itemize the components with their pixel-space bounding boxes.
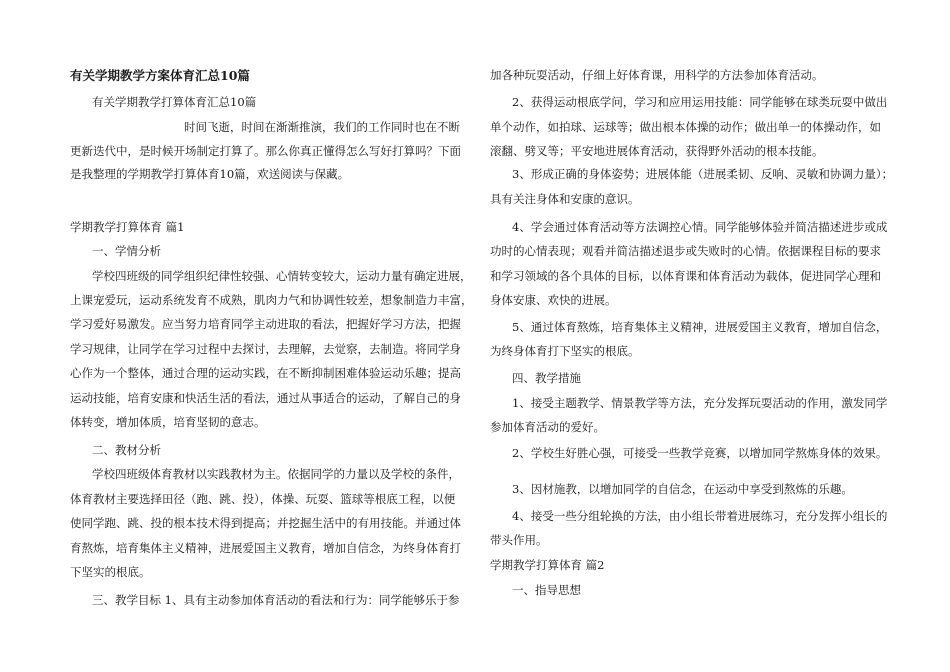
teaching-goal-line: 三、教学目标 1、具有主动参加体育活动的看法和行为：同学能够乐于参 [92, 593, 460, 607]
paragraph-line: 运动技能，培育安康和快活生活的看法，通过从事适合的运动，了解自己的身 [70, 391, 461, 405]
intro-line: 是我整理的学期教学打算体育10篇，欢送阅读与保藏。 [70, 167, 350, 181]
paragraph-line: 参加体育活动的爱好。 [490, 420, 605, 434]
paragraph-line: 带头作用。 [490, 533, 548, 547]
document-subtitle: 有关学期教学打算体育汇总10篇 [92, 95, 257, 109]
intro-line: 更新迭代中，是时候开场制定打算了。那么你真正懂得怎么写好打算吗？下面 [70, 144, 461, 158]
paragraph-line: 和学习领域的各个具体的目标，以体育课和体育活动为载体，促进同学心理和 [490, 269, 881, 283]
paragraph-line: 学习规律，让同学在学习过程中去探讨，去理解，去觉察，去制造。将同学身 [70, 342, 461, 356]
paragraph-line: 心作为一个整体，通过合理的运动实践，在不断抑制困难体验运动乐趣；提高 [70, 366, 461, 380]
document-title: 有关学期教学方案体育汇总10篇 [70, 68, 250, 83]
paragraph-line: 3、因材施教，以增加同学的自信念，在运动中享受到熬炼的乐趣。 [512, 482, 853, 496]
paragraph-line: 使同学跑、跳、投的根本技术得到提高；并挖掘生活中的有用技能。并通过体 [70, 516, 461, 530]
subheading-material-analysis: 二、教材分析 [92, 443, 161, 457]
paragraph-line: 身体安康、欢快的进展。 [490, 293, 617, 307]
paragraph-line: 2、获得运动根底学问，学习和应用运用技能：同学能够在球类玩耍中做出 [512, 95, 888, 109]
section-heading: 学期教学打算体育 篇2 [490, 558, 605, 572]
paragraph-line: 下坚实的根底。 [70, 565, 151, 579]
section-heading: 学期教学打算体育 篇1 [70, 220, 185, 234]
paragraph-line: 4、学会通过体育活动等方法调控心情。同学能够体验并简洁描述进步或成 [512, 220, 888, 234]
paragraph-line: 学校四班级的同学组织纪律性较强、心情转变较大，运动力量有确定进展， [92, 269, 472, 283]
paragraph-line: 体转变，增加体质，培育坚韧的意志。 [70, 415, 266, 429]
paragraph-line: 3、形成正确的身体姿势；进展体能（进展柔韧、反响、灵敏和协调力量）； [512, 167, 894, 181]
subheading-teaching-measures: 四、教学措施 [512, 371, 581, 385]
paragraph-line: 5、通过体育熬炼，培育集体主义精神，进展爱国主义教育，增加自信念， [512, 320, 888, 334]
paragraph-line: 学校四班级体育教材以实践教材为主。依据同学的力量以及学校的条件， [92, 467, 460, 481]
paragraph-line: 育熬炼，培育集体主义精神，进展爱国主义教育，增加自信念，为终身体育打 [70, 541, 461, 555]
paragraph-line: 2、学校生好胜心强，可接受一些教学竞赛，以增加同学熬炼身体的效果。 [512, 446, 888, 460]
paragraph-line: 功时的心情表现；观看并简洁描述退步或失败时的心情。依据课程目标的要求 [490, 244, 881, 258]
paragraph-line: 学习爱好易激发。应当努力培育同学主动进取的看法，把握好学习方法，把握 [70, 317, 461, 331]
paragraph-line: 加各种玩耍活动，仔细上好体育课，用科学的方法参加体育活动。 [490, 68, 824, 82]
intro-line: 时间飞逝，时间在渐渐推演，我们的工作同时也在不断 [184, 120, 460, 134]
paragraph-line: 4、接受一些分组轮换的方法，由小组长带着进展练习，充分发挥小组长的 [512, 509, 888, 523]
subheading-learning-analysis: 一、学情分析 [92, 244, 161, 258]
paragraph-line: 体育教材主要选择田径（跑、跳、投），体操、玩耍、篮球等根底工程，以便 [70, 492, 456, 506]
paragraph-line: 具有关注身体和安康的意识。 [490, 192, 640, 206]
paragraph-line: 上课宠爱玩，运动系统发育不成熟，肌肉力气和协调性较差，想象制造力丰富， [70, 293, 473, 307]
subheading-guiding-ideology: 一、指导思想 [512, 583, 581, 597]
paragraph-line: 为终身体育打下坚实的根底。 [490, 344, 640, 358]
paragraph-line: 1、接受主题教学、情景教学等方法，充分发挥玩耍活动的作用，激发同学 [512, 396, 888, 410]
paragraph-line: 单个动作，如拍球、运球等；做出根本体操的动作；做出单一的体操动作，如 [490, 120, 881, 134]
paragraph-line: 滚翻、劈叉等；平安地进展体育活动，获得野外活动的根本技能。 [490, 144, 824, 158]
